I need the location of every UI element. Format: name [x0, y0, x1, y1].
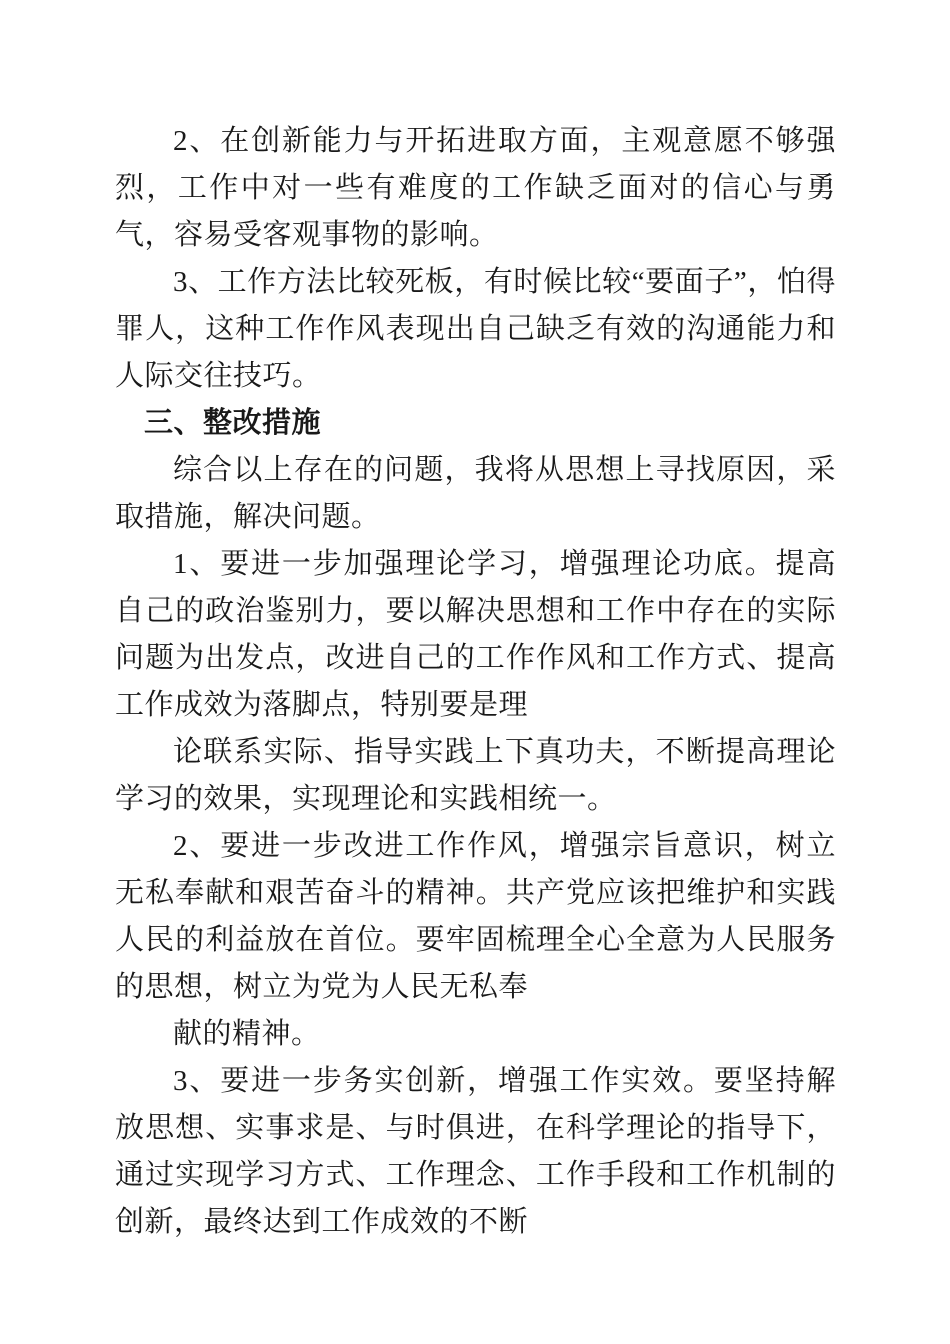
document-body — [115, 118, 836, 1246]
paragraph: 3、工作方法比较死板，有时候比较“要面子”，怕得罪人，这种工作作风表现出自己缺乏有效的沟通能力和人际交往技巧。 — [115, 266, 836, 392]
paragraph: 综合以上存在的问题，我将从思想上寻找原因，采取措施，解决问题。 — [115, 454, 836, 533]
paragraph: 论联系实际、指导实践上下真功夫，不断提高理论学习的效果，实现理论和实践相统一。 — [115, 736, 836, 815]
paragraph: 2、在创新能力与开拓进取方面，主观意愿不够强烈，工作中对一些有难度的工作缺乏面对的信心与勇气，容易受客观事物的影响。 — [115, 125, 836, 251]
paragraph: 2、要进一步改进工作作风，增强宗旨意识，树立无私奉献和艰苦奋斗的精神。共产党应该把维护和实践人民的利益放在首位。要牢固梳理全心全意为人民服务的思想，树立为党为人民无私奉 — [115, 830, 836, 1003]
paragraph: 1、要进一步加强理论学习，增强理论功底。提高自己的政治鉴别力，要以解决思想和工作中存在的实际问题为出发点，改进自己的工作作风和工作方式、提高工作成效为落脚点，特别要是理 — [115, 548, 836, 721]
section-heading: 三、整改措施 — [144, 407, 322, 439]
paragraph: 献的精神。 — [173, 1018, 321, 1050]
paragraph: 3、要进一步务实创新，增强工作实效。要坚持解放思想、实事求是、与时俱进，在科学理论的指导下，通过实现学习方式、工作理念、工作手段和工作机制的创新，最终达到工作成效的不断 — [115, 1065, 836, 1238]
